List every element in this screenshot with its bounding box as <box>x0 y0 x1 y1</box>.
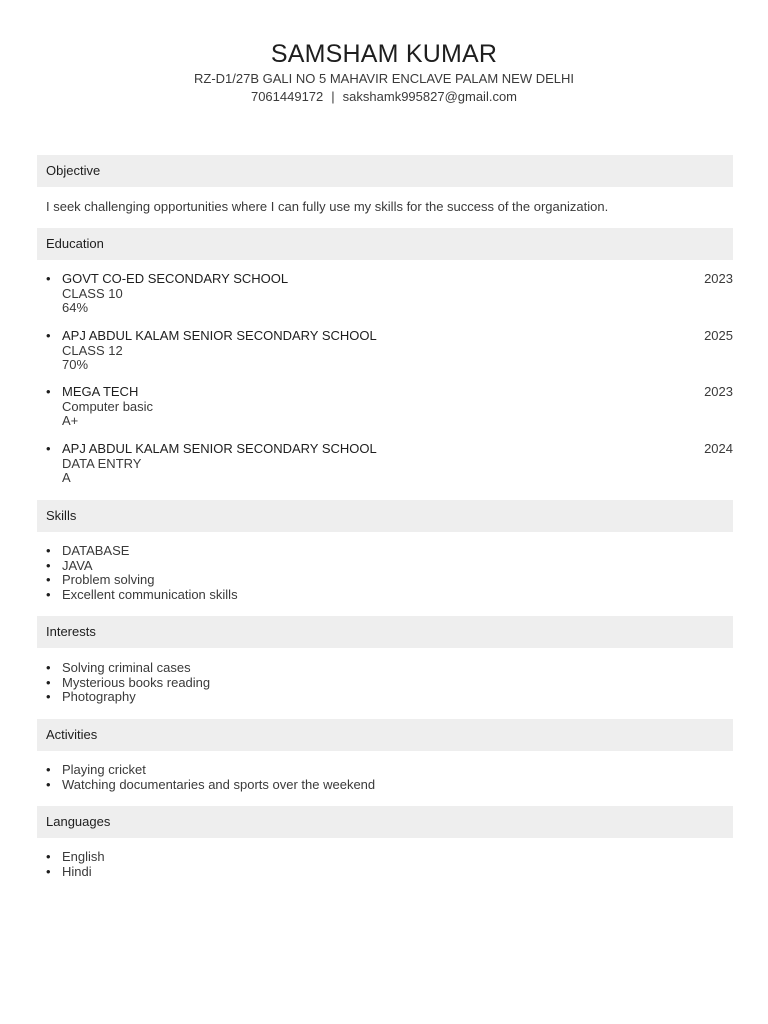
list-item <box>46 573 238 588</box>
objective-text: I seek challenging opportunities where I can fully use my skills for the success of the organization. <box>46 199 609 214</box>
skills-list <box>46 544 238 602</box>
list-item <box>46 778 375 793</box>
bullet: • <box>46 660 51 675</box>
email-address: sakshamk995827@gmail.com <box>342 89 518 104</box>
bullet: • <box>46 674 51 690</box>
bullet: • <box>46 776 51 792</box>
bullet: • <box>46 384 51 399</box>
education-institution: APJ ABDUL KALAM SENIOR SECONDARY SCHOOL <box>62 328 377 343</box>
list-item <box>46 763 375 778</box>
education-course: CLASS 12 <box>62 342 123 358</box>
education-item <box>46 442 733 486</box>
skill-text: Problem solving <box>62 572 155 587</box>
activities-list <box>46 763 375 792</box>
phone-number: 7061449172 <box>250 89 324 104</box>
education-year: 2023 <box>704 271 733 286</box>
bullet: • <box>46 689 51 704</box>
candidate-name: SAMSHAM KUMAR <box>270 40 498 68</box>
education-course: DATA ENTRY <box>62 455 142 471</box>
skill-text: JAVA <box>62 557 93 573</box>
list-item <box>46 850 105 865</box>
language-text: English <box>62 849 105 864</box>
bullet: • <box>46 762 51 777</box>
interest-text: Mysterious books reading <box>62 674 211 690</box>
contact-separator: | <box>331 89 335 104</box>
section-languages-heading: Languages <box>37 806 733 838</box>
section-activities-heading: Activities <box>37 719 733 751</box>
bullet: • <box>46 441 51 456</box>
section-interests-heading: Interests <box>37 616 733 648</box>
bullet: • <box>46 557 51 573</box>
education-grade: A+ <box>62 413 79 428</box>
list-item <box>46 588 238 603</box>
education-institution: GOVT CO-ED SECONDARY SCHOOL <box>62 271 289 286</box>
education-grade: A <box>62 470 71 485</box>
contact-line <box>0 88 768 106</box>
education-institution: APJ ABDUL KALAM SENIOR SECONDARY SCHOOL <box>62 441 377 456</box>
bullet: • <box>46 328 51 343</box>
education-item <box>46 385 733 429</box>
education-item <box>46 272 733 316</box>
education-year: 2025 <box>704 328 733 343</box>
bullet: • <box>46 572 51 587</box>
bullet: • <box>46 863 51 879</box>
section-education-heading: Education <box>37 228 733 260</box>
education-institution: MEGA TECH <box>62 384 139 399</box>
list-item <box>46 544 238 559</box>
interests-list <box>46 661 210 705</box>
interest-text: Photography <box>62 689 136 704</box>
education-grade: 64% <box>62 300 89 315</box>
address: RZ-D1/27B GALI NO 5 MAHAVIR ENCLAVE PALAM NEW DELHI <box>194 71 574 86</box>
list-item <box>46 865 105 880</box>
section-objective-heading: Objective <box>37 155 733 187</box>
education-course: CLASS 10 <box>62 285 123 301</box>
resume-header <box>0 38 768 106</box>
bullet: • <box>46 586 51 602</box>
skill-text: Excellent communication skills <box>62 586 238 602</box>
language-text: Hindi <box>62 863 92 879</box>
languages-list <box>46 850 105 879</box>
education-year: 2023 <box>704 384 733 399</box>
activity-text: Watching documentaries and sports over the weekend <box>62 776 376 792</box>
bullet: • <box>46 543 51 558</box>
interest-text: Solving criminal cases <box>62 660 191 675</box>
list-item <box>46 559 238 574</box>
list-item <box>46 690 210 705</box>
section-skills-heading: Skills <box>37 500 733 532</box>
education-year: 2024 <box>704 441 733 456</box>
activity-text: Playing cricket <box>62 762 146 777</box>
list-item <box>46 676 210 691</box>
bullet: • <box>46 849 51 864</box>
list-item <box>46 661 210 676</box>
skill-text: DATABASE <box>62 543 130 558</box>
education-course: Computer basic <box>62 398 154 414</box>
education-grade: 70% <box>62 357 89 372</box>
bullet: • <box>46 271 51 286</box>
education-item <box>46 329 733 373</box>
